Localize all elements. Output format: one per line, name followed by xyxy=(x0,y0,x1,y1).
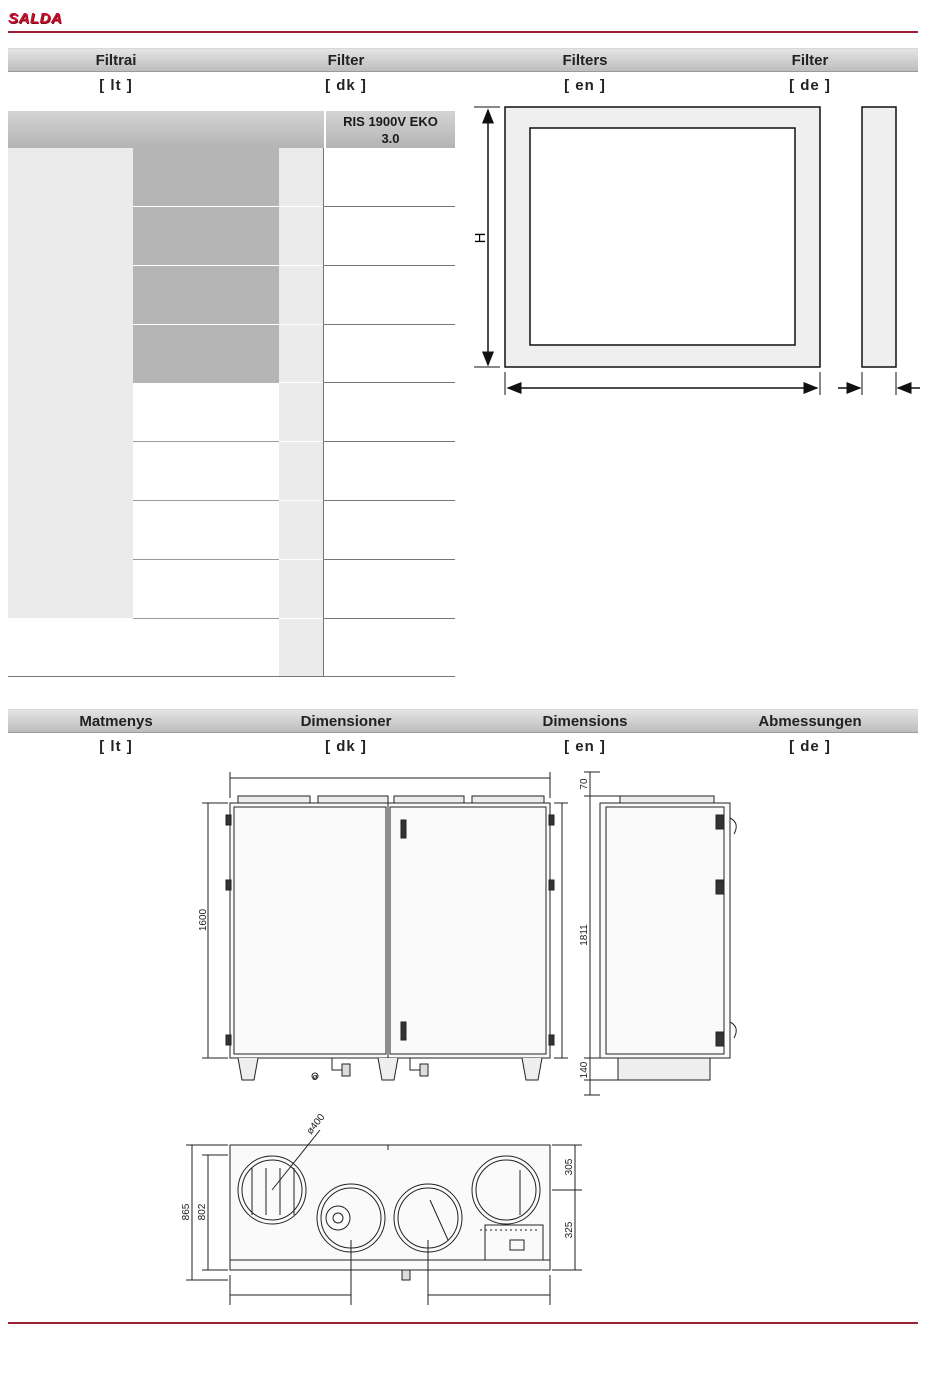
table-value-cell xyxy=(323,207,455,266)
filter-media xyxy=(530,128,795,345)
table-value-cell xyxy=(323,325,455,383)
top-right-upper-label: 305 xyxy=(564,1158,575,1176)
table-value-cell xyxy=(323,442,455,501)
top-right-lower-label: 325 xyxy=(564,1221,575,1239)
dimensions-title-en: Dimensions xyxy=(542,713,628,730)
filter-table-row-group-label xyxy=(8,148,133,618)
table-row-label xyxy=(133,442,279,501)
table-row-label xyxy=(133,560,279,619)
dimensions-title-de: Abmessungen xyxy=(758,713,862,730)
filter-table-header xyxy=(8,111,455,148)
table-value-cell xyxy=(323,501,455,560)
filter-side-view xyxy=(862,107,896,367)
filter-title-lt: Filtrai xyxy=(95,52,137,69)
lang-tag-dk: [ dk ] xyxy=(325,77,367,94)
model-column-header xyxy=(326,111,455,148)
filter-title-dk: Filter xyxy=(327,52,365,69)
filter-language-row xyxy=(8,77,918,99)
table-row-label xyxy=(133,501,279,560)
lang-tag-lt: [ lt ] xyxy=(99,738,133,755)
filter-section-bar xyxy=(8,48,918,72)
duct-diameter-label: ø400 xyxy=(304,1112,328,1137)
table-unit-cell xyxy=(279,148,323,207)
table-unit-cell xyxy=(279,383,323,442)
lang-tag-dk: [ dk ] xyxy=(325,738,367,755)
unit-dimension-drawing xyxy=(180,770,780,1310)
table-row-label xyxy=(133,148,279,207)
table-unit-cell xyxy=(279,442,323,501)
table-row-label xyxy=(133,325,279,383)
filter-dimension-drawing xyxy=(460,100,930,410)
table-value-cell xyxy=(323,383,455,442)
dimensions-title-dk: Dimensioner xyxy=(300,713,392,730)
table-value-cell xyxy=(323,148,455,207)
table-value-cell xyxy=(323,619,455,677)
table-row-label xyxy=(133,266,279,325)
side-bottom-label: 140 xyxy=(579,1061,590,1079)
height-label: H xyxy=(472,232,489,244)
front-height-label: 1600 xyxy=(198,908,209,932)
model-version: 3.0 xyxy=(381,131,400,146)
salda-logo: SALDA xyxy=(8,10,63,27)
side-view xyxy=(584,772,736,1095)
top-view xyxy=(186,1130,582,1305)
lang-tag-en: [ en ] xyxy=(564,738,606,755)
top-inner-depth-label: 802 xyxy=(197,1203,208,1221)
lang-tag-lt: [ lt ] xyxy=(99,77,133,94)
filter-title-en: Filters xyxy=(562,52,608,69)
drain-symbol-label: ø xyxy=(312,1072,318,1082)
table-unit-cell xyxy=(279,619,323,677)
filter-title-de: Filter xyxy=(791,52,829,69)
dimensions-title-lt: Matmenys xyxy=(79,713,153,730)
table-value-cell xyxy=(323,560,455,619)
dimensions-section-bar xyxy=(8,709,918,733)
table-unit-cell xyxy=(279,207,323,266)
table-unit-cell xyxy=(279,501,323,560)
front-view xyxy=(202,772,568,1080)
table-row-label xyxy=(8,619,279,677)
table-row-label xyxy=(133,207,279,266)
top-depth-label: 865 xyxy=(181,1203,192,1221)
model-name: RIS 1900V EKO xyxy=(343,114,438,129)
lang-tag-en: [ en ] xyxy=(564,77,606,94)
side-height-label: 1811 xyxy=(579,924,590,946)
table-value-cell xyxy=(323,266,455,325)
table-unit-cell xyxy=(279,325,323,383)
table-row-label xyxy=(133,383,279,442)
lang-tag-de: [ de ] xyxy=(789,738,831,755)
table-unit-cell xyxy=(279,266,323,325)
side-top-label: 70 xyxy=(579,778,590,790)
table-unit-cell xyxy=(279,560,323,619)
footer-divider xyxy=(8,1322,918,1324)
lang-tag-de: [ de ] xyxy=(789,77,831,94)
dimensions-language-row xyxy=(8,738,918,760)
header-divider xyxy=(8,31,918,33)
